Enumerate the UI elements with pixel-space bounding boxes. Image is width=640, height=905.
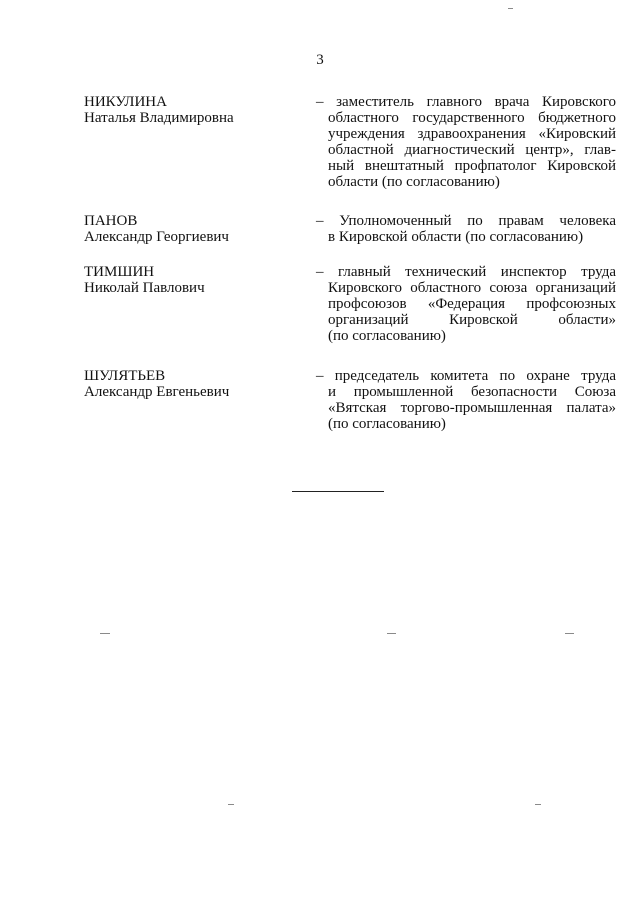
role-line: «Вятская торгово-промышленная палата»	[328, 400, 616, 416]
member-surname: ПАНОВ	[84, 213, 138, 229]
role-line: ный внештатный профпатолог Кировской	[328, 158, 616, 174]
role-line: профсоюзов «Федерация профсоюзных	[328, 296, 616, 312]
member-given-names: Александр Евгеньевич	[84, 384, 230, 400]
role-line: и промышленной безопасности Союза	[328, 384, 616, 400]
closing-rule	[292, 491, 384, 492]
member-surname: ШУЛЯТЬЕВ	[84, 368, 166, 384]
role-line: в Кировской области (по согласованию)	[328, 229, 584, 245]
role-line: – председатель комитета по охране труда	[316, 368, 616, 384]
member-role	[316, 213, 616, 245]
scan-speck	[228, 804, 234, 805]
member-given-names: Николай Павлович	[84, 280, 205, 296]
role-line: (по согласованию)	[328, 416, 446, 432]
member-given-names: Наталья Владимировна	[84, 110, 234, 126]
role-line: областного государственного бюджетного	[328, 110, 616, 126]
member-name	[84, 94, 284, 126]
member-name	[84, 213, 284, 245]
member-surname: ТИМШИН	[84, 264, 155, 280]
member-role	[316, 368, 616, 432]
role-line: Кировского областного союза организаций	[328, 280, 616, 296]
member-name	[84, 264, 284, 296]
scan-speck	[508, 8, 513, 9]
role-line: – Уполномоченный по правам человека	[316, 213, 616, 229]
page-number: 3	[316, 52, 324, 68]
scan-speck	[535, 804, 541, 805]
role-line: (по согласованию)	[328, 328, 446, 344]
role-line: – главный технический инспектор труда	[316, 264, 616, 280]
member-given-names: Александр Георгиевич	[84, 229, 229, 245]
member-role	[316, 94, 616, 190]
member-name	[84, 368, 284, 400]
role-line: – заместитель главного врача Кировского	[316, 94, 616, 110]
scan-speck	[565, 633, 574, 634]
role-line: области (по согласованию)	[328, 174, 500, 190]
scan-speck	[387, 633, 396, 634]
member-role	[316, 264, 616, 344]
role-line: организаций Кировской области»	[328, 312, 616, 328]
role-line: областной диагностический центр», глав-	[328, 142, 616, 158]
member-surname: НИКУЛИНА	[84, 94, 167, 110]
role-line: учреждения здравоохранения «Кировский	[328, 126, 616, 142]
scan-speck	[100, 633, 110, 634]
